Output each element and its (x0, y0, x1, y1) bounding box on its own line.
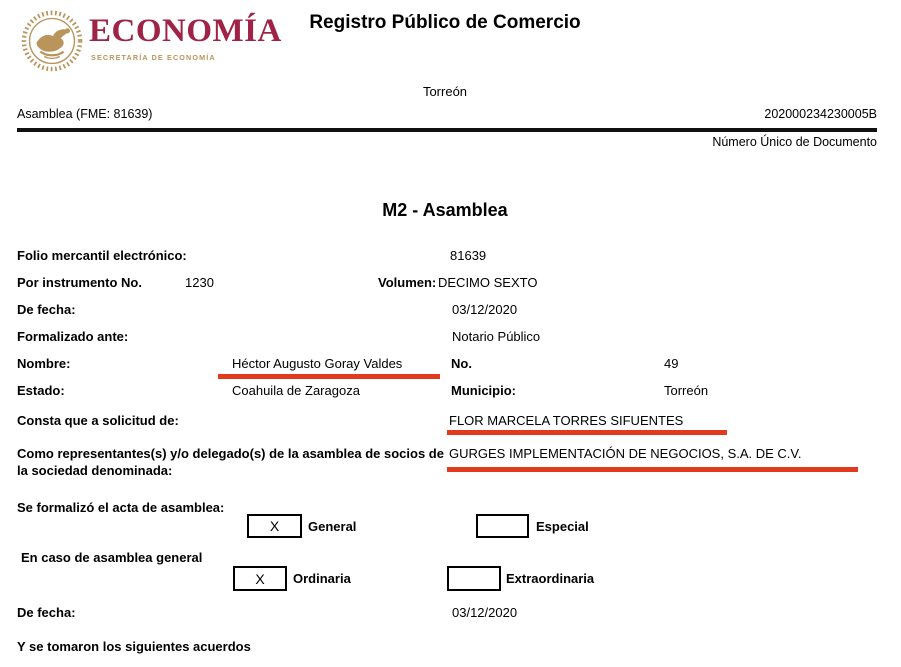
registry-office: Torreón (422, 84, 468, 99)
municipio-label: Municipio: (451, 383, 516, 398)
especial-label: Especial (536, 519, 589, 534)
instrumento-label: Por instrumento No. (17, 275, 142, 290)
general-checkbox[interactable] (247, 514, 302, 538)
fecha1-label: De fecha: (17, 302, 76, 317)
fecha1-value: 03/12/2020 (452, 302, 518, 317)
como-value: GURGES IMPLEMENTACIÓN DE NEGOCIOS, S.A. DE C.V. (449, 446, 802, 461)
consta-value: FLOR MARCELA TORRES SIFUENTES (449, 413, 684, 428)
nombre-label: Nombre: (17, 356, 71, 371)
ordinaria-checkbox[interactable] (233, 566, 287, 591)
ordinaria-label: Ordinaria (293, 571, 351, 586)
especial-checkbox[interactable] (476, 514, 529, 538)
nombre-red-underline (218, 374, 440, 379)
registry-title: Registro Público de Comercio (309, 12, 581, 33)
economia-wordmark: ECONOMÍA (89, 13, 282, 49)
extraordinaria-checkbox[interactable] (447, 566, 501, 591)
formalizado-label: Formalizado ante: (17, 329, 129, 344)
doc-number: 202000234230005B (764, 107, 877, 121)
secretaria-tagline: SECRETARÍA DE ECONOMÍA (91, 53, 216, 62)
volumen-value: DECIMO SEXTO (438, 275, 538, 290)
doc-type-fme: Asamblea (FME: 81639) (17, 107, 153, 121)
notary-no-value: 49 (664, 356, 679, 371)
general-checkbox-mark: X (269, 518, 280, 534)
consta-red-underline (447, 430, 727, 435)
en-caso-label: En caso de asamblea general (21, 550, 203, 565)
mexico-coat-of-arms-icon (21, 8, 83, 72)
general-label: General (308, 519, 357, 534)
nombre-value: Héctor Augusto Goray Valdes (232, 356, 403, 371)
estado-value: Coahuila de Zaragoza (232, 383, 360, 398)
doc-number-caption: Número Único de Documento (712, 135, 877, 149)
formalizado-value: Notario Público (452, 329, 541, 344)
fecha2-value: 03/12/2020 (452, 605, 518, 620)
consta-label: Consta que a solicitud de: (17, 413, 179, 428)
como-red-underline (447, 467, 858, 472)
acuerdos-label: Y se tomaron los siguientes acuerdos (17, 639, 251, 654)
header-divider (17, 128, 877, 132)
como-label: Como representantes(s) y/o delegado(s) de la asamblea de socios de la sociedad denominada: (17, 446, 444, 478)
estado-label: Estado: (17, 383, 65, 398)
form-title: M2 - Asamblea (382, 200, 508, 220)
ordinaria-checkbox-mark: X (255, 570, 265, 587)
extraordinaria-label: Extraordinaria (506, 571, 595, 586)
volumen-label: Volumen: (378, 275, 437, 290)
formalizo-label: Se formalizó el acta de asamblea: (17, 500, 225, 515)
fecha2-label: De fecha: (17, 605, 76, 620)
instrumento-value: 1230 (185, 275, 214, 290)
folio-label: Folio mercantil electrónico: (17, 248, 187, 263)
notary-no-label: No. (451, 356, 472, 371)
municipio-value: Torreón (664, 383, 709, 398)
folio-value: 81639 (450, 248, 487, 263)
